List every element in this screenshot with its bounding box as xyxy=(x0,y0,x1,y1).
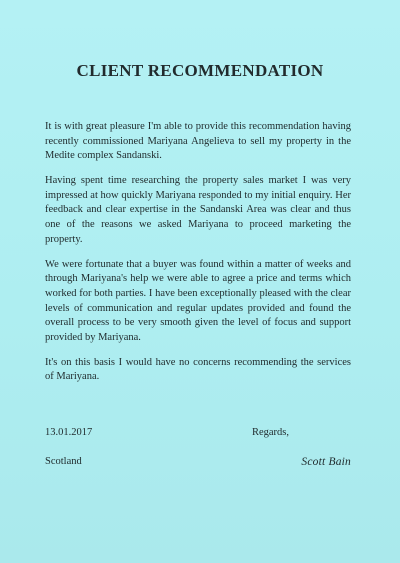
letter-location: Scotland xyxy=(45,456,82,467)
closing-text: Regards, xyxy=(251,427,289,438)
paragraph-1: It is with great pleasure I'm able to provide this recommendation having recently commissioned Mariyana Angelieva to sell my property in the Medite complex Sandanski. xyxy=(45,121,351,162)
paragraph-2: Having spent time researching the property sales market I was very impressed at how quickly Mariyana responded to my initial enquiry. Her feedback and clear expertise in the Sandanski Area was clear and thus one of the reasons we asked Mariyana to proceed marketing the property. xyxy=(45,175,351,245)
paragraph-3: We were fortunate that a buyer was found within a matter of weeks and through Mariyana's help we were able to agree a price and terms which worked for both parties. I have been exceptionally pleased with the clear levels of communication and regular updates provided and found the overall process to be very smooth given the level of focus and support provided by Mariyana. xyxy=(45,258,351,343)
letter-date: 13.01.2017 xyxy=(45,427,93,438)
signature: Scott Bain xyxy=(301,456,351,468)
paragraph-4: It's on this basis I would have no concerns recommending the services of Mariyana. xyxy=(45,356,351,383)
letter-body xyxy=(45,120,351,396)
document-title: CLIENT RECOMMENDATION xyxy=(76,61,324,80)
